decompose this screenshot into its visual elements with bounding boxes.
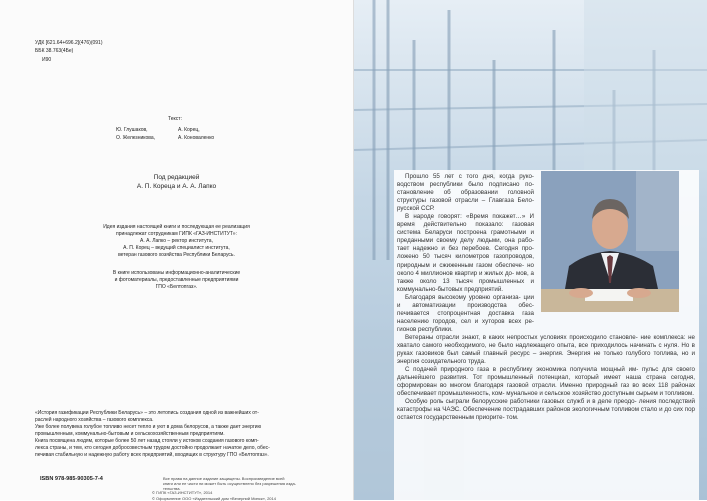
authors-right-2: А. Коноваленко (178, 135, 215, 141)
abstract-line: раслей народного хозяйства – газового комплекса. (35, 417, 154, 423)
editors-line-2: А. П. Кореца и А. А. Лапко (136, 183, 217, 190)
idea-block (0, 224, 353, 259)
idea-line: принадлежат сотрудникам ГИПК «ГАЗ-ИНСТИТУТ»: (116, 231, 237, 237)
left-page (0, 0, 354, 500)
authors-left-1: Ю. Глушаков, (116, 127, 148, 133)
abstract-line: лекса страны, и тем, кто сегодня добросовестным трудом достойно продолжает начатое дело, обес- (35, 445, 270, 451)
editors-block (0, 173, 353, 191)
abstract-block (35, 410, 335, 459)
materials-line: ГПО «Белтопгаз». (155, 284, 198, 290)
abstract-line: печивая стабильную и надежную работу всех предприятий, входящих в структуру ГПО «Белтопгаз». (35, 452, 269, 458)
copyright-2: © Оформление ООО «Издательский дом «Вечерний Минск», 2014 (152, 496, 276, 501)
rights-line: Все права на данное издание защищены. Воспроизведение всей (163, 476, 285, 481)
materials-line: и фотоматериалы, предоставленные предприятиями (114, 277, 239, 283)
narrow-column (397, 173, 534, 334)
bbk-code: ББК 38.763(4Бе) (35, 48, 74, 54)
paragraph: Благодаря высокому уровню организа- ции и автоматизации производства обес- печивается стопроцентная доставка газа населению городов, сел и хуторов всех ре- гионов республики. (397, 293, 534, 333)
paragraph: Ветераны отрасли знают, в каких непростых условиях происходило становле- ние комплекса: не хватало самого необходимого, не было надлежащего опыта, все приходилось начинать с нуля. Но в руках газовиков был самый главный ресурс – энергия. Энергия не только голубого топлива, но и энергия созидательного труда. (397, 333, 695, 366)
editors-line-1: Под редакцией (153, 174, 200, 181)
idea-line: А. П. Корец – ведущий специалист института, (123, 245, 230, 251)
udk-code: УДК [621.64+696.2](476)(091) (35, 40, 103, 46)
copyright-1: © ГИПК «ГАЗ-ИНСТИТУТ», 2014 (152, 490, 213, 495)
authors-right-1: А. Корец, (178, 127, 200, 133)
idea-line: ветеран газового хозяйства Республики Беларусь. (118, 252, 235, 258)
paragraph: Прошло 55 лет с того дня, когда руко- водством республики было подписано по- становление об образовании головной структуры газовой отрасли – Главгаза Бело- русской ССР. (397, 173, 534, 213)
abstract-line: промышленным, коммунально-бытовым и сельскохозяйственным предприятиям. (35, 431, 225, 437)
isbn: ISBN 978-985-90305-7-4 (40, 476, 103, 482)
abstract-line: Книга посвящена людям, которые более 50 лет назад стояли у истоков создания газового комп- (35, 438, 259, 444)
rights-line: книги или ее части ни может быть осуществлено без разрешения изда- (163, 481, 297, 486)
index-code: И90 (42, 57, 52, 63)
right-page-text (397, 173, 695, 422)
abstract-line: Уже более полувека голубое топливо несет тепло и уют в дома белорусов, а также дает энергию (35, 424, 262, 430)
rights-block (163, 476, 296, 491)
abstract-line: «История газификации Республики Беларусь» – это летопись создания одной из важнейших от- (35, 410, 259, 416)
idea-line: А. А. Лапко – ректор института, (140, 238, 213, 244)
materials-line: В книге использованы информационно-аналитические (112, 270, 241, 276)
materials-block (0, 270, 353, 291)
paragraph: С подачей природного газа в республику экономика получила мощный им- пульс для своего дальнейшего развития. Тот промышленный потенциал, который имеет наша страна сегодня, сформирован во многом благодаря газовой отрасли. Именно природный газ во всех 118 районах обеспечивает промышленность, ком- мунальное и сельское хозяйство доступным сырьем и топливом. (397, 366, 695, 398)
paragraph: В народе говорят: «Время покажет…» И время действительно показало: газовая система Беларуси построена грамотными и преданными своему делу людьми, она рабо- тает надежно и без перебоев. Сегодня про- ложено 50 тысяч километров газопроводов, природным и сжиженным газом обеспече- но около 4 миллионов квартир и жилых до- мов, а также около 13 тысяч промышленных и коммунально-бытовых предприятий. (397, 213, 534, 293)
text-label: Текст: (168, 116, 182, 122)
paragraph: Особую роль сыграли белорусские работники газовых служб и в деле преодо- ления последствий катастрофы на ЧАЭС. Обеспечение пострадавших районов экологичным топливом стало и до сих пор остается государственным приорите- том. (397, 398, 695, 422)
rights-line: тельства. (163, 486, 181, 491)
wide-column (397, 334, 695, 423)
idea-line: Идея издания настоящей книги и последующая ее реализация (103, 224, 250, 230)
authors-left-2: О. Железникова, (116, 135, 156, 141)
